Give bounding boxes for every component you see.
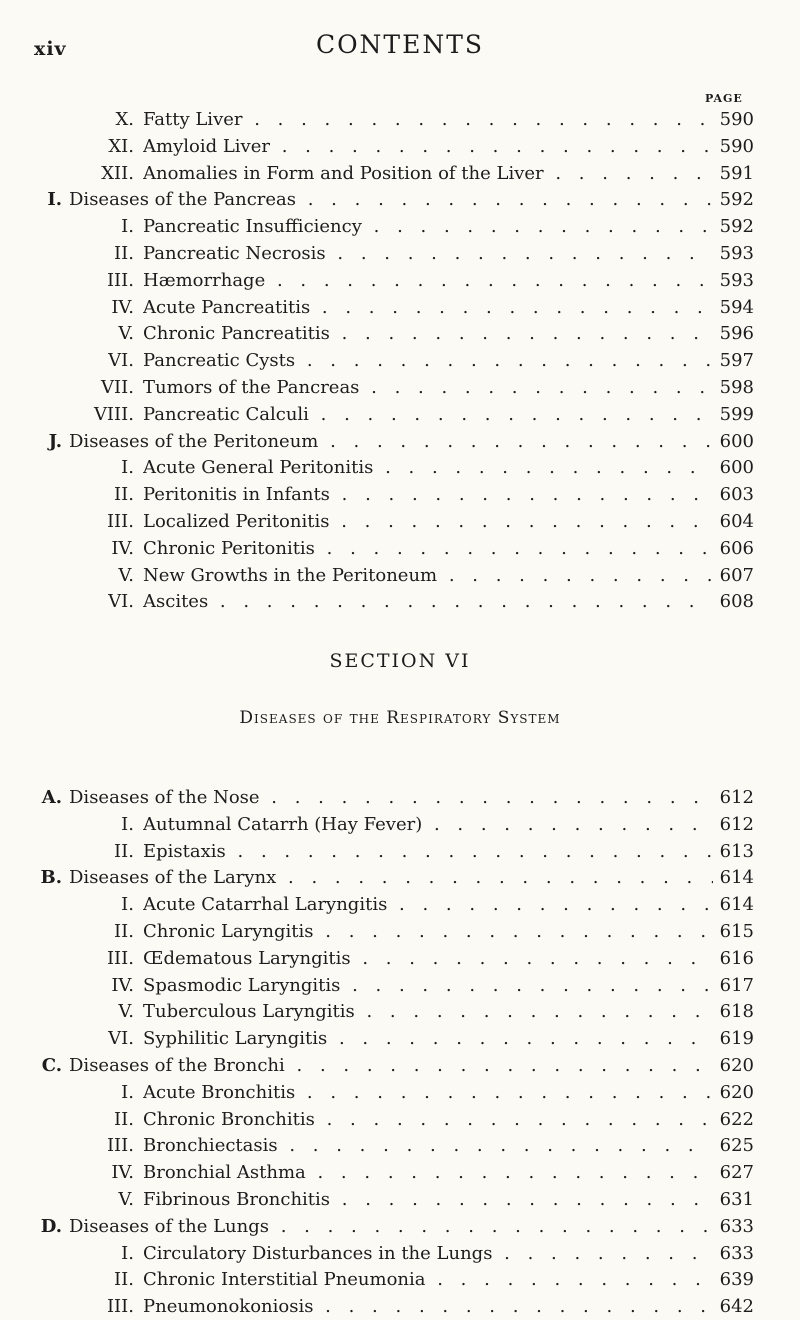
- entry-page-number: 590: [719, 109, 754, 130]
- toc-entry: [0, 321, 800, 347]
- entry-page-number: 596: [719, 323, 754, 345]
- entry-page-number: 614: [719, 894, 754, 916]
- entry-number: III.: [106, 1296, 134, 1318]
- entry-title: Autumnal Catarrh (Hay Fever) . . .: [143, 812, 713, 838]
- toc-section-entry: [0, 1214, 800, 1240]
- toc-entry: [0, 1133, 800, 1159]
- toc-entry: [0, 348, 800, 374]
- entry-page-number: 627: [719, 1162, 754, 1184]
- entry-number: V.: [118, 323, 134, 345]
- entry-number: VI.: [108, 591, 134, 613]
- entry-number: XI.: [108, 135, 134, 157]
- entry-number: III.: [106, 947, 134, 969]
- toc-entry: [0, 134, 800, 160]
- entry-title: Tuberculous Laryngitis . . .: [143, 999, 713, 1025]
- entry-title: Diseases of the Bronchi . . .: [69, 1053, 713, 1079]
- page-column-label: PAGE: [705, 92, 743, 105]
- entry-title: Acute Pancreatitis . . .: [143, 295, 713, 321]
- entry-title: Hæmorrhage . . .: [143, 268, 713, 294]
- toc-entry: [0, 161, 800, 187]
- entry-number: II.: [114, 1269, 134, 1291]
- entry-title: Peritonitis in Infants . . .: [143, 482, 713, 508]
- toc-entry: [0, 214, 800, 240]
- entry-page-number: 615: [719, 921, 754, 942]
- toc-entry: [0, 295, 800, 321]
- entry-number: VIII.: [93, 403, 134, 425]
- entry-number: X.: [115, 109, 134, 130]
- entry-page-number: 633: [719, 1215, 754, 1237]
- entry-page-number: 620: [719, 1055, 754, 1076]
- entry-title: Fibrinous Bronchitis . . .: [143, 1187, 713, 1213]
- toc-entry: [0, 812, 800, 838]
- entry-page-number: 614: [719, 867, 754, 889]
- entry-page-number: 606: [719, 537, 754, 559]
- toc-entry: [0, 455, 800, 481]
- entry-page-number: 591: [719, 162, 754, 184]
- toc-section-entry: [0, 1053, 800, 1079]
- section-subtitle: Diseases of the Respiratory System: [239, 708, 561, 728]
- toc-entry: [0, 973, 800, 999]
- toc-entry: [0, 536, 800, 562]
- toc-section-entry: [0, 429, 800, 455]
- entry-title: Bronchiectasis . . .: [143, 1133, 713, 1159]
- entry-title: Œdematous Laryngitis . . .: [143, 946, 713, 972]
- entry-title: Ascites . . .: [143, 589, 713, 615]
- toc-entry: [0, 1267, 800, 1293]
- entry-page-number: 617: [719, 974, 754, 996]
- entry-page-number: 616: [719, 947, 754, 969]
- entry-page-number: 592: [719, 189, 754, 211]
- entry-page-number: 631: [719, 1189, 754, 1210]
- entry-title: Spasmodic Laryngitis . . .: [143, 973, 713, 999]
- entry-title: Chronic Peritonitis . . .: [143, 536, 713, 562]
- toc-section-entry: [0, 865, 800, 891]
- entry-page-number: 604: [719, 511, 754, 532]
- entry-number: I.: [47, 189, 62, 211]
- entry-page-number: 599: [719, 403, 754, 425]
- entry-title: Tumors of the Pancreas . . .: [143, 375, 713, 401]
- toc-entry: [0, 919, 800, 945]
- entry-number: XII.: [101, 162, 134, 184]
- entry-page-number: 598: [719, 377, 754, 398]
- entry-page-number: 612: [719, 787, 754, 808]
- toc-section-entry: [0, 187, 800, 213]
- entry-title: Anomalies in Form and Position of the Liver . . .: [143, 161, 713, 187]
- entry-number: D.: [40, 1215, 62, 1237]
- entry-number: III.: [106, 511, 134, 532]
- entry-number: II.: [114, 1108, 134, 1130]
- entry-title: Chronic Bronchitis . . .: [143, 1107, 713, 1133]
- entry-number: V.: [118, 1189, 134, 1210]
- entry-number: I.: [121, 1242, 134, 1264]
- toc-section-entry: [0, 785, 800, 811]
- entry-title: Diseases of the Peritoneum . . .: [69, 429, 713, 455]
- entry-page-number: 607: [719, 564, 754, 586]
- entry-number: IV.: [111, 974, 134, 996]
- entry-number: B.: [40, 867, 62, 889]
- toc-entry: [0, 1241, 800, 1267]
- entry-title: Acute Bronchitis . . .: [143, 1080, 713, 1106]
- entry-number: III.: [106, 1135, 134, 1157]
- toc-entry: [0, 509, 800, 535]
- toc-entry: [0, 1187, 800, 1213]
- toc-entry: [0, 1080, 800, 1106]
- entry-page-number: 593: [719, 269, 754, 291]
- toc-entry: [0, 892, 800, 918]
- toc-entry: [0, 268, 800, 294]
- entry-title: Amyloid Liver . . .: [143, 134, 713, 160]
- entry-title: Diseases of the Pancreas . . .: [69, 187, 713, 213]
- entry-number: VII.: [101, 377, 134, 398]
- entry-title: Chronic Pancreatitis . . .: [143, 321, 713, 347]
- entry-title: Bronchial Asthma . . .: [143, 1160, 713, 1186]
- toc-entry: [0, 1107, 800, 1133]
- page-title: CONTENTS: [315, 30, 485, 59]
- entry-title: Acute Catarrhal Laryngitis . . .: [143, 892, 713, 918]
- toc-entry: [0, 241, 800, 267]
- entry-number: IV.: [111, 537, 134, 559]
- entry-page-number: 619: [719, 1028, 754, 1050]
- entry-title: Acute General Peritonitis . . .: [143, 455, 713, 481]
- toc-entry: [0, 107, 800, 133]
- entry-title: Syphilitic Laryngitis . . .: [143, 1026, 713, 1052]
- entry-page-number: 612: [719, 813, 754, 835]
- toc-entry: [0, 1294, 800, 1320]
- entry-page-number: 590: [719, 135, 754, 157]
- entry-page-number: 594: [719, 296, 754, 318]
- entry-title: Diseases of the Nose . . .: [69, 785, 713, 811]
- entry-title: Diseases of the Larynx . . .: [69, 865, 713, 891]
- entry-page-number: 608: [719, 591, 754, 613]
- entry-number: II.: [114, 243, 134, 264]
- entry-title: Fatty Liver . . .: [143, 107, 713, 133]
- entry-number: II.: [114, 840, 134, 862]
- section-title: SECTION VI: [329, 650, 471, 672]
- entry-page-number: 600: [719, 430, 754, 452]
- entry-title: Circulatory Disturbances in the Lungs . . .: [143, 1241, 713, 1267]
- entry-number: A.: [41, 787, 62, 808]
- entry-number: III.: [106, 269, 134, 291]
- entry-title: Chronic Laryngitis . . .: [143, 919, 713, 945]
- entry-page-number: 603: [719, 484, 754, 506]
- toc-entry: [0, 563, 800, 589]
- entry-title: Pancreatic Calculi . . .: [143, 402, 713, 428]
- entry-page-number: 592: [719, 216, 754, 238]
- entry-page-number: 639: [719, 1269, 754, 1291]
- toc-entry: [0, 839, 800, 865]
- entry-number: VI.: [108, 350, 134, 372]
- toc-entry: [0, 402, 800, 428]
- entry-title: New Growths in the Peritoneum . . .: [143, 563, 713, 589]
- entry-title: Pancreatic Necrosis . . .: [143, 241, 713, 267]
- entry-page-number: 633: [719, 1242, 754, 1264]
- entry-page-number: 642: [719, 1296, 754, 1318]
- entry-title: Chronic Interstitial Pneumonia . . .: [143, 1267, 713, 1293]
- toc-entry: [0, 482, 800, 508]
- entry-title: Epistaxis . . .: [143, 839, 713, 865]
- page-number-roman: xiv: [34, 38, 67, 60]
- entry-number: I.: [121, 457, 134, 479]
- entry-number: I.: [121, 894, 134, 916]
- entry-page-number: 597: [719, 350, 754, 372]
- entry-number: IV.: [111, 1162, 134, 1184]
- entry-number: I.: [121, 216, 134, 238]
- entry-number: I.: [121, 1081, 134, 1103]
- entry-number: J.: [48, 430, 62, 452]
- entry-title: Diseases of the Lungs . . .: [69, 1214, 713, 1240]
- entry-number: C.: [41, 1055, 62, 1076]
- page-header: [0, 28, 800, 68]
- entry-title: Pancreatic Insufficiency . . .: [143, 214, 713, 240]
- entry-title: Localized Peritonitis . . .: [143, 509, 713, 535]
- toc-entry: [0, 589, 800, 615]
- toc-entry: [0, 946, 800, 972]
- entry-page-number: 593: [719, 243, 754, 264]
- entry-number: II.: [114, 921, 134, 942]
- entry-page-number: 625: [719, 1135, 754, 1157]
- toc-entry: [0, 999, 800, 1025]
- entry-number: II.: [114, 484, 134, 506]
- entry-page-number: 622: [719, 1108, 754, 1130]
- entry-title: Pneumonokoniosis . . .: [143, 1294, 713, 1320]
- entry-number: V.: [118, 1001, 134, 1023]
- entry-title: Pancreatic Cysts . . .: [143, 348, 713, 374]
- entry-page-number: 618: [719, 1001, 754, 1023]
- entry-number: I.: [121, 813, 134, 835]
- entry-number: IV.: [111, 296, 134, 318]
- entry-page-number: 620: [719, 1081, 754, 1103]
- entry-number: V.: [118, 564, 134, 586]
- toc-entry: [0, 375, 800, 401]
- toc-entry: [0, 1160, 800, 1186]
- entry-page-number: 613: [719, 840, 754, 862]
- entry-number: VI.: [108, 1028, 134, 1050]
- toc-entry: [0, 1026, 800, 1052]
- entry-page-number: 600: [719, 457, 754, 479]
